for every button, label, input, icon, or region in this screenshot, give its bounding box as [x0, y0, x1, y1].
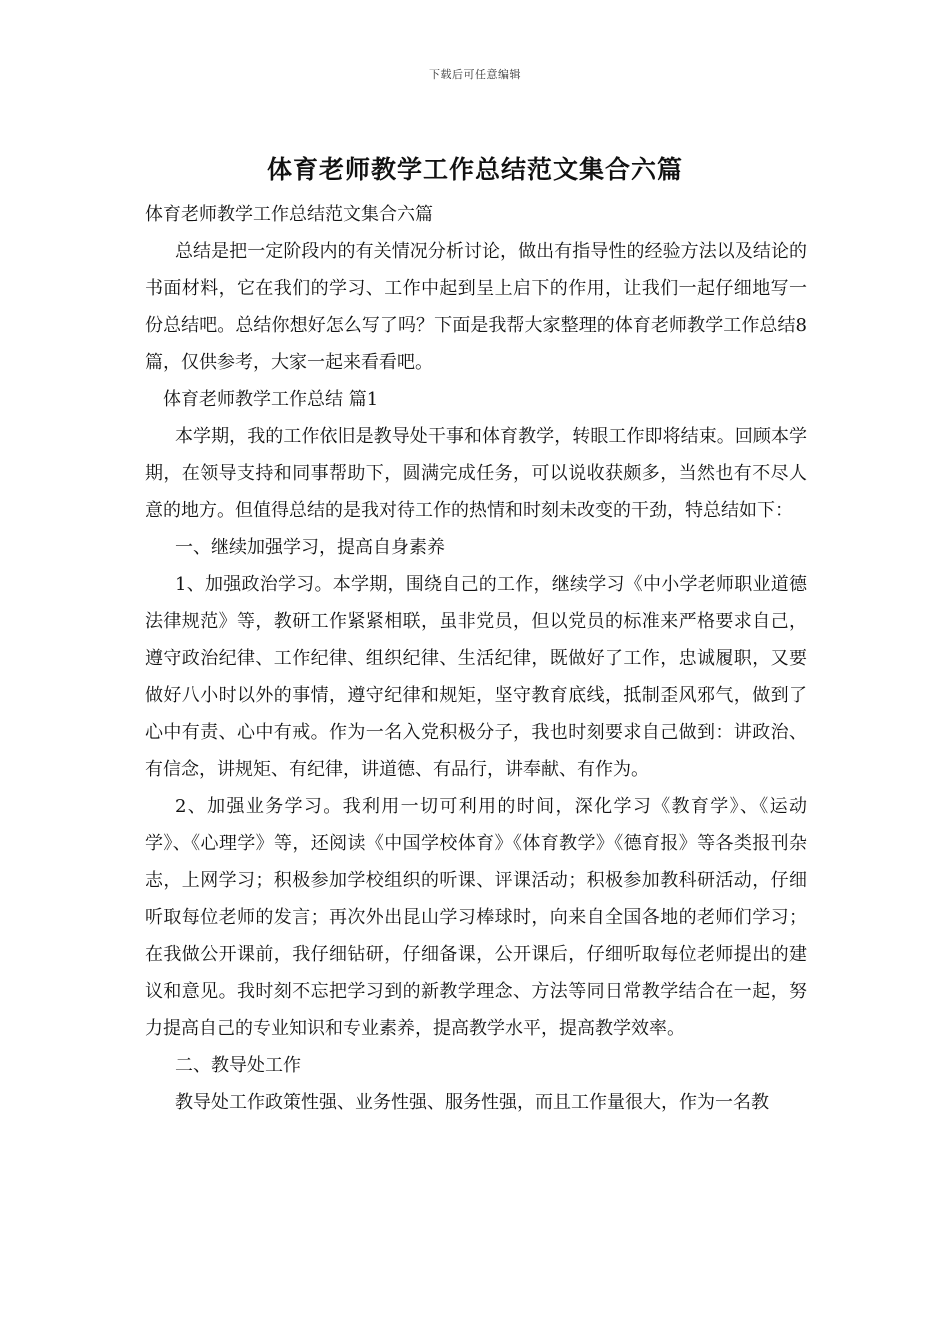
section-heading-2: 二、教导处工作 — [175, 1055, 301, 1076]
document-body — [145, 196, 807, 1121]
section-heading-part1: 体育老师教学工作总结 篇1 — [163, 389, 379, 410]
document-title: 体育老师教学工作总结范文集合六篇 — [266, 155, 683, 184]
intro-paragraph: 总结是把一定阶段内的有关情况分析讨论，做出有指导性的经验方法以及结论的书面材料，它在我们的学习、工作中起到呈上启下的作用，让我们一起仔细地写一份总结吧。总结你想好怎么写了吗？下面是我帮大家整理的体育老师教学工作总结8篇，仅供参考，大家一起来看看吧。 — [145, 241, 807, 373]
body-paragraph: 本学期，我的工作依旧是教导处干事和体育教学，转眼工作即将结束。回顾本学期，在领导支持和同事帮助下，圆满完成任务，可以说收获颇多，当然也有不尽人意的地方。但值得总结的是我对待工作的热情和时刻未改变的干劲，特总结如下： — [145, 426, 807, 521]
document-subtitle: 体育老师教学工作总结范文集合六篇 — [145, 204, 433, 225]
section-heading-1: 一、继续加强学习，提高自身素养 — [175, 537, 445, 558]
body-paragraph: 教导处工作政策性强、业务性强、服务性强，而且工作量很大，作为一名教 — [175, 1092, 769, 1113]
body-paragraph: 2、加强业务学习。我利用一切可利用的时间，深化学习《教育学》、《运动学》、《心理学》等，还阅读《中国学校体育》《体育教学》《德育报》等各类报刊杂志，上网学习；积极参加学校组织的听课、评课活动；积极参加教科研活动，仔细听取每位老师的发言；再次外出昆山学习棒球时，向来自全国各地的老师们学习；在我做公开课前，我仔细钻研，仔细备课，公开课后，仔细听取每位老师提出的建议和意见。我时刻不忘把学习到的新教学理念、方法等同日常教学结合在一起，努力提高自己的专业知识和专业素养，提高教学水平，提高教学效率。 — [145, 796, 807, 1039]
body-paragraph: 1、加强政治学习。本学期，围绕自己的工作，继续学习《中小学老师职业道德法律规范》等，教研工作紧紧相联，虽非党员，但以党员的标准来严格要求自己，遵守政治纪律、工作纪律、组织纪律、生活纪律，既做好了工作，忠诚履职，又要做好八小时以外的事情，遵守纪律和规矩，坚守教育底线，抵制歪风邪气，做到了心中有责、心中有戒。作为一名入党积极分子，我也时刻要求自己做到：讲政治、有信念，讲规矩、有纪律，讲道德、有品行，讲奉献、有作为。 — [145, 574, 807, 780]
header-note: 下载后可任意编辑 — [429, 68, 521, 81]
